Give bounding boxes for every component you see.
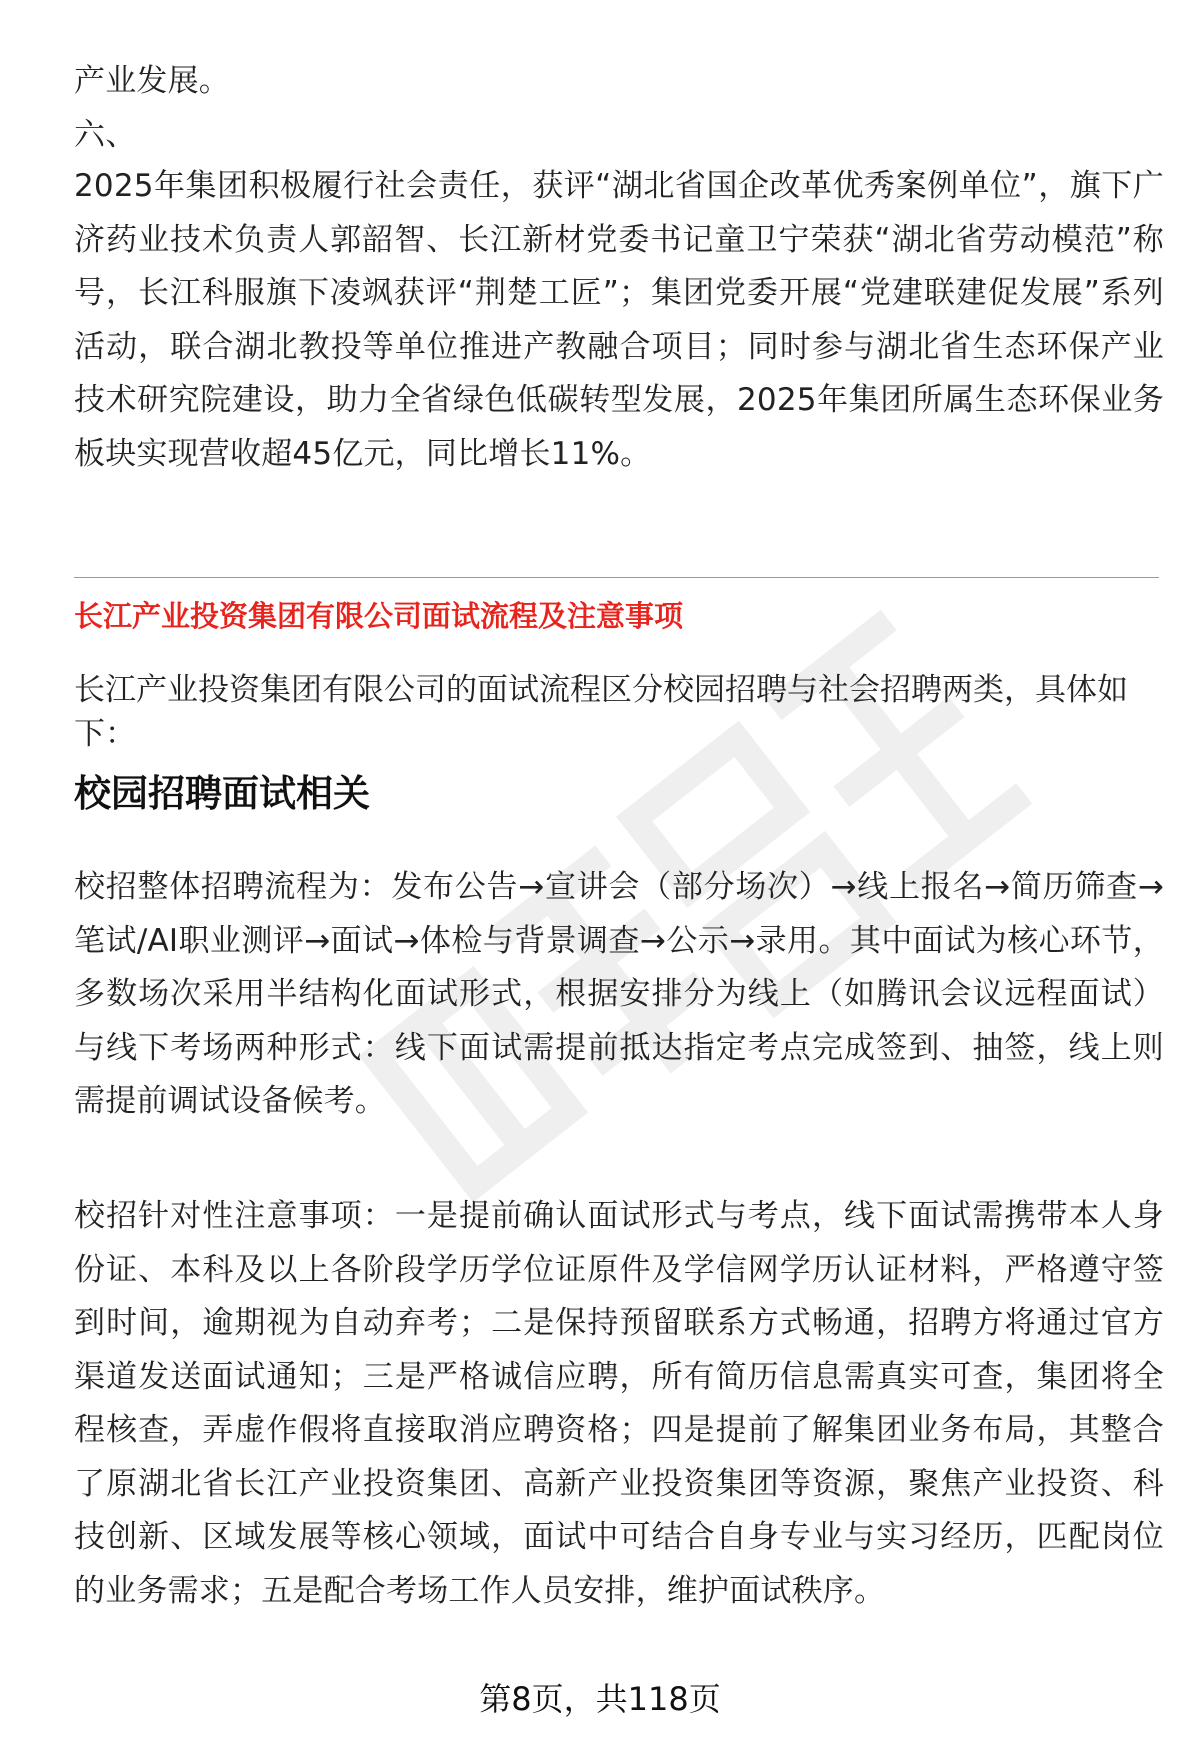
section-title: 长江产业投资集团有限公司面试流程及注意事项 [74,599,684,633]
process-block [74,861,1164,1129]
section-number-six: 六、 [74,117,137,153]
section-divider [74,577,1159,578]
process-paragraph: 校招整体招聘流程为：发布公告→宣讲会（部分场次）→线上报名→简历筛查→笔试/AI职业测评→面试→体检与背景调查→公示→录用。其中面试为核心环节，多数场次采用半结构化面试形式，根据安排分为线上（如腾讯会议远程面试）与线下考场两种形式：线下面试需提前抵达指定考点完成签到、抽签，线上则需提前调试设备候考。 [74,869,1164,1119]
page-number: 第8页，共118页 [479,1680,721,1718]
section-intro: 长江产业投资集团有限公司的面试流程区分校园招聘与社会招聘两类，具体如下： [74,672,1128,752]
social-responsibility-paragraph: 2025年集团积极履行社会责任，获评“湖北省国企改革优秀案例单位”，旗下广济药业技术负责人郭韶智、长江新材党委书记童卫宁荣获“湖北省劳动模范”称号，长江科服旗下凌飒获评“荆楚工匠”；集团党委开展“党建联建促发展”系列活动，联合湖北教投等单位推进产教融合项目；同时参与湖北省生态环保产业技术研究院建设，助力全省绿色低碳转型发展，2025年集团所属生态环保业务板块实现营收超45亿元，同比增长11%。 [74,168,1164,472]
paragraph-continuation: 产业发展。 [74,63,230,99]
notes-paragraph: 校招针对性注意事项：一是提前确认面试形式与考点，线下面试需携带本人身份证、本科及以上各阶段学历学位证原件及学信网学历认证材料，严格遵守签到时间，逾期视为自动弃考；二是保持预留联系方式畅通，招聘方将通过官方渠道发送面试通知；三是严格诚信应聘，所有简历信息需真实可查，集团将全程核查，弄虚作假将直接取消应聘资格；四是提前了解集团业务布局，其整合了原湖北省长江产业投资集团、高新产业投资集团等资源，聚焦产业投资、科技创新、区域发展等核心领域，面试中可结合自身专业与实习经历，匹配岗位的业务需求；五是配合考场工作人员安排，维护面试秩序。 [74,1198,1164,1609]
notes-block [74,1190,1164,1618]
campus-recruitment-heading: 校园招聘面试相关 [74,772,370,815]
